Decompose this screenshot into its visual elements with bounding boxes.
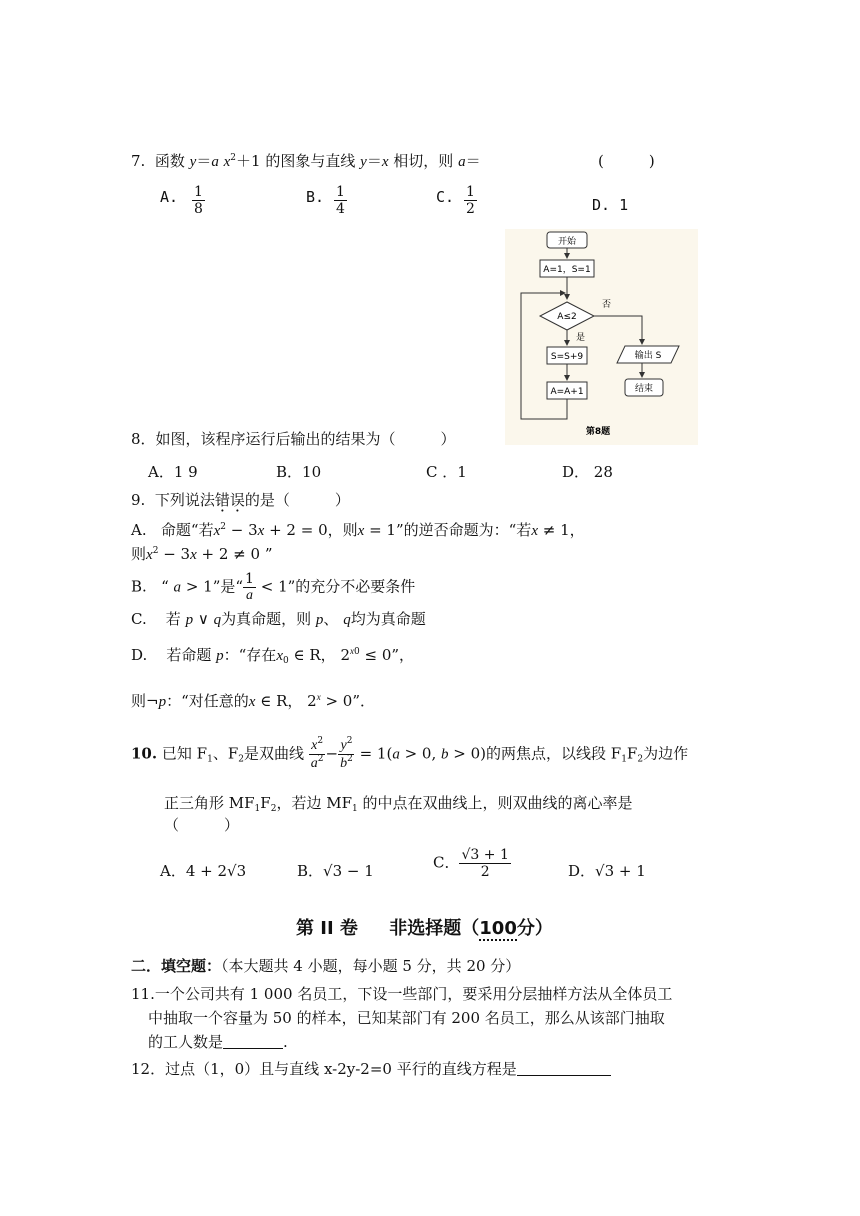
q8-option-a: A．1 9: [148, 463, 198, 481]
q12-answer-blank: [517, 1061, 611, 1076]
flowchart-start-label: 开始: [557, 237, 577, 247]
question-8-stem: 8．如图，该程序运行后输出的结果为（ ）: [131, 430, 456, 448]
part-2-title: 第 II 卷 非选择题（100分）: [296, 918, 553, 939]
question-7-paren: ( ): [598, 152, 655, 170]
q9-option-d-cont: 则¬p：“对任意的x ∈ R， $2^x > 0$”．: [131, 692, 376, 710]
q7-option-d: D. 1: [592, 196, 629, 214]
flowchart-end-label: 结束: [634, 384, 654, 394]
question-9-stem: 9. 下列说法错误的是（ ）: [131, 491, 350, 509]
flowchart-yes-label: 是: [576, 333, 586, 343]
q10-option-a: A．4 + 2√3: [160, 862, 247, 880]
q9-option-a-cont: 则$x^2 - 3x + 2 \ne 0$ ”: [131, 545, 273, 563]
question-12: 12．过点（1，0）且与直线 x-2y-2=0 平行的直线方程是: [131, 1058, 611, 1079]
question-10-paren: （ ）: [164, 816, 240, 834]
q7-option-b: B.: [306, 188, 325, 206]
q7-option-c: C.: [436, 188, 455, 206]
flowchart-init-label: A=1，S=1: [543, 265, 591, 275]
question-11-line-2: 中抽取一个容量为 50 的样本，已知某部门有 200 名员工，那么从该部门抽取: [148, 1009, 665, 1027]
question-7-stem: 7. 函数 y＝a $x^2+1$ 的图象与直线 y＝x 相切，则 a＝: [131, 152, 481, 170]
q7-option-c-fraction: $\frac{1}{2}$: [466, 184, 475, 218]
flowchart-figure: [505, 229, 698, 445]
flowchart-assign-a-label: A=A+1: [550, 387, 584, 397]
q9-option-a: A. 命题“若$x^2 - 3x + 2 = 0$，则x = 1”的逆否命题为：“若x ≠ 1，: [131, 521, 585, 539]
flowchart-no-label: 否: [602, 300, 612, 310]
q10-option-d: D．√3 + 1: [568, 862, 646, 880]
q8-option-b: B．10: [276, 463, 322, 481]
q9-option-d: D. 若命题 p：“存在$x_0$ ∈ R， $2^{x0} \le 0$”，: [131, 646, 415, 666]
question-10-line-2: 正三角形 $MF_1F_2$，若边 $MF_1$ 的中点在双曲线上，则双曲线的离心率是: [164, 794, 633, 814]
q9-option-b: B. “ a > 1”是“ $\frac{1}{a}$ < 1”的充分不必要条件: [131, 571, 416, 604]
question-11-line-1: 11.一个公司共有 1 000 名员工，下设一些部门，要采用分层抽样方法从全体员工: [131, 985, 673, 1003]
q10-option-c: C． $\frac{√3 + 1}{2}$: [433, 847, 509, 881]
flowchart-output-label: 输出 S: [634, 351, 662, 361]
q8-option-c: C ．1: [426, 463, 467, 481]
q7-option-a-fraction: $\frac{1}{8}$: [194, 184, 203, 218]
q7-option-a: A.: [160, 188, 179, 206]
q10-option-b: B．√3 − 1: [297, 862, 374, 880]
flowchart-caption: 第8题: [585, 427, 611, 437]
flowchart-assign-s-label: S=S+9: [550, 352, 584, 362]
flowchart-background: [505, 229, 698, 445]
q8-option-d: D． 28: [562, 463, 613, 481]
flowchart-decision-label: A≤2: [557, 312, 577, 322]
fill-section-heading: 二．填空题：（本大题共 4 小题，每小题 5 分，共 20 分）: [131, 957, 521, 975]
q7-option-b-fraction: $\frac{1}{4}$: [336, 184, 345, 218]
question-10-line-1: 10. 已知 $F_1$、$F_2$是双曲线 $\frac{x^2}{a^2}$ − $\frac{y^2}{b^2}$ = 1(a > 0, b > 0)的两焦点，以线段 $F_1F_2$为边作: [131, 736, 689, 772]
q9-option-c: C. 若 p ∨ q为真命题，则 p、 q均为真命题: [131, 610, 426, 628]
q11-answer-blank: [223, 1034, 283, 1049]
question-11-line-3: 的工人数是 .: [148, 1033, 288, 1051]
